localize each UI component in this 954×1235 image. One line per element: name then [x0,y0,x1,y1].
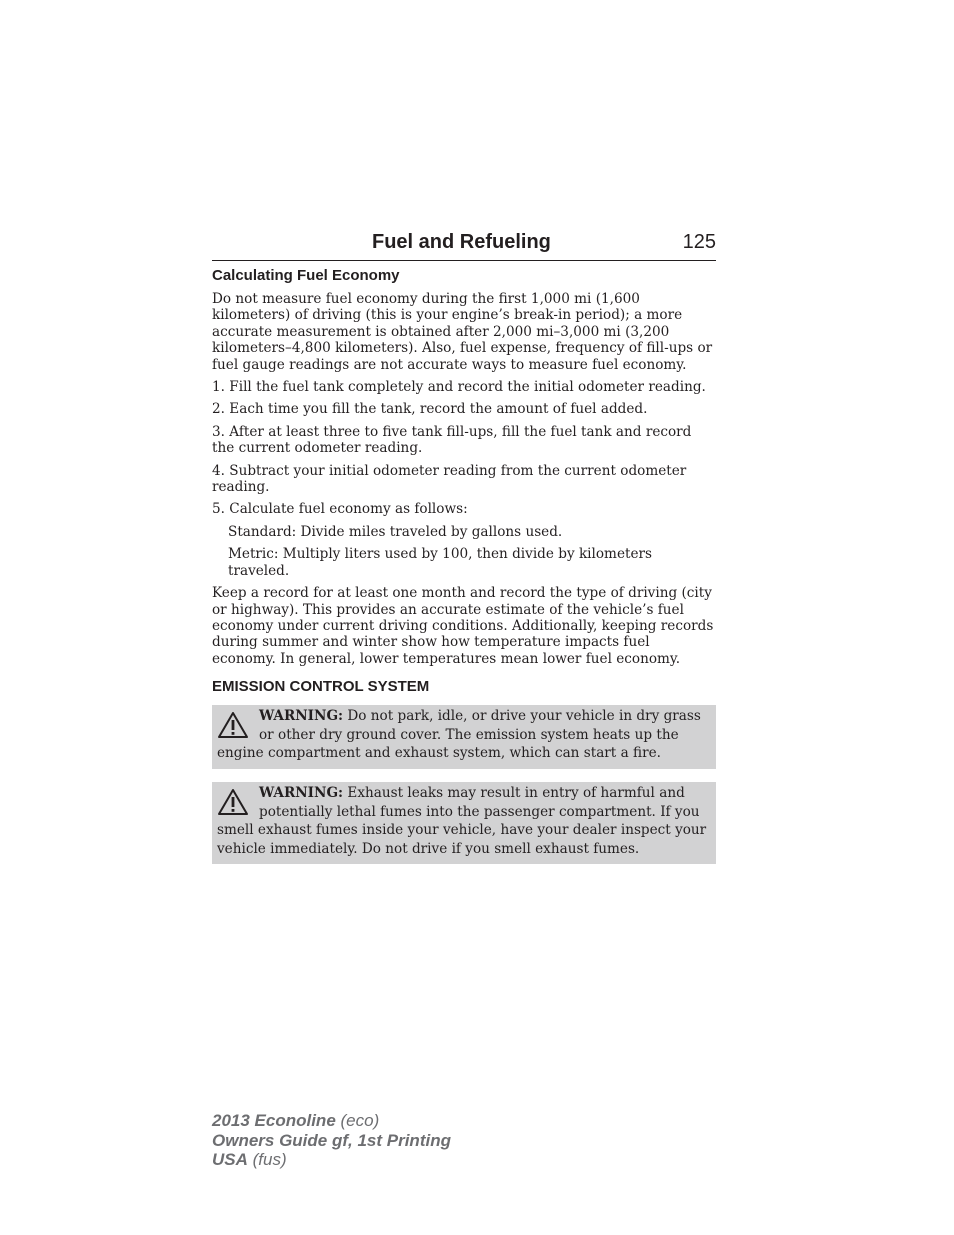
warning-text: Exhaust leaks may result in entry of harmful and potentially lethal fumes into the passenger compartment. If you smell exhaust fumes inside your vehicle, have your dealer inspect your vehicle immediately. Do not drive if you smell exhaust fumes. [217,784,707,857]
warning-triangle-icon [217,788,249,816]
section-heading-emission: EMISSION CONTROL SYSTEM [212,678,430,696]
closing-paragraph: Keep a record for at least one month and record the type of driving (city or highway). This provides an accurate estimate of the vehicle’s fuel economy under current driving conditions. Additionally, keeping records during summer and winter show how temperature impacts fuel economy. In general, lower temperatures mean lower fuel economy. [212,585,714,667]
footer-line-model: 2013 Econoline (eco) [212,1111,380,1130]
footer-line-guide: Owners Guide gf, 1st Printing [212,1130,451,1150]
warning-text: Do not park, idle, or drive your vehicle in dry grass or other dry ground cover. The emission system heats up the engine compartment and exhaust system, which can start a fire. [217,708,701,762]
page-header [212,228,716,261]
footer-line-region: USA (fus) [212,1150,287,1169]
page-number: 125 [682,231,716,253]
warning-box-exhaust [212,782,716,864]
page-content [212,266,716,877]
warning-label: WARNING: [259,784,344,801]
warning-box-fire [212,705,716,769]
step-5: 5. Calculate fuel economy as follows: [212,501,468,518]
step-1: 1. Fill the fuel tank completely and record the initial odometer reading. [212,379,706,396]
page-title: Fuel and Refueling [372,231,551,253]
step-2: 2. Each time you fill the tank, record the amount of fuel added. [212,401,648,418]
metric-formula: Metric: Multiply liters used by 100, then divide by kilometers traveled. [228,546,652,579]
step-3: 3. After at least three to five tank fill-ups, fill the fuel tank and record the current odometer reading. [212,423,692,457]
warning-label: WARNING: [259,708,344,725]
standard-formula: Standard: Divide miles traveled by gallons used. [228,523,563,540]
step-4: 4. Subtract your initial odometer reading from the current odometer reading. [212,462,687,496]
warning-triangle-icon [217,711,249,739]
intro-paragraph: Do not measure fuel economy during the first 1,000 mi (1,600 kilometers) of driving (this is your engine’s break-in period); a more accurate measurement is obtained after 2,000 mi–3,000 mi (3,200 kilometers–4,800 kilometers). Also, fuel expense, frequency of fill-ups or fuel gauge readings are not accurate ways to measure fuel economy. [212,291,713,373]
page-footer [212,1111,451,1170]
section-heading-fuel-economy: Calculating Fuel Economy [212,267,400,284]
